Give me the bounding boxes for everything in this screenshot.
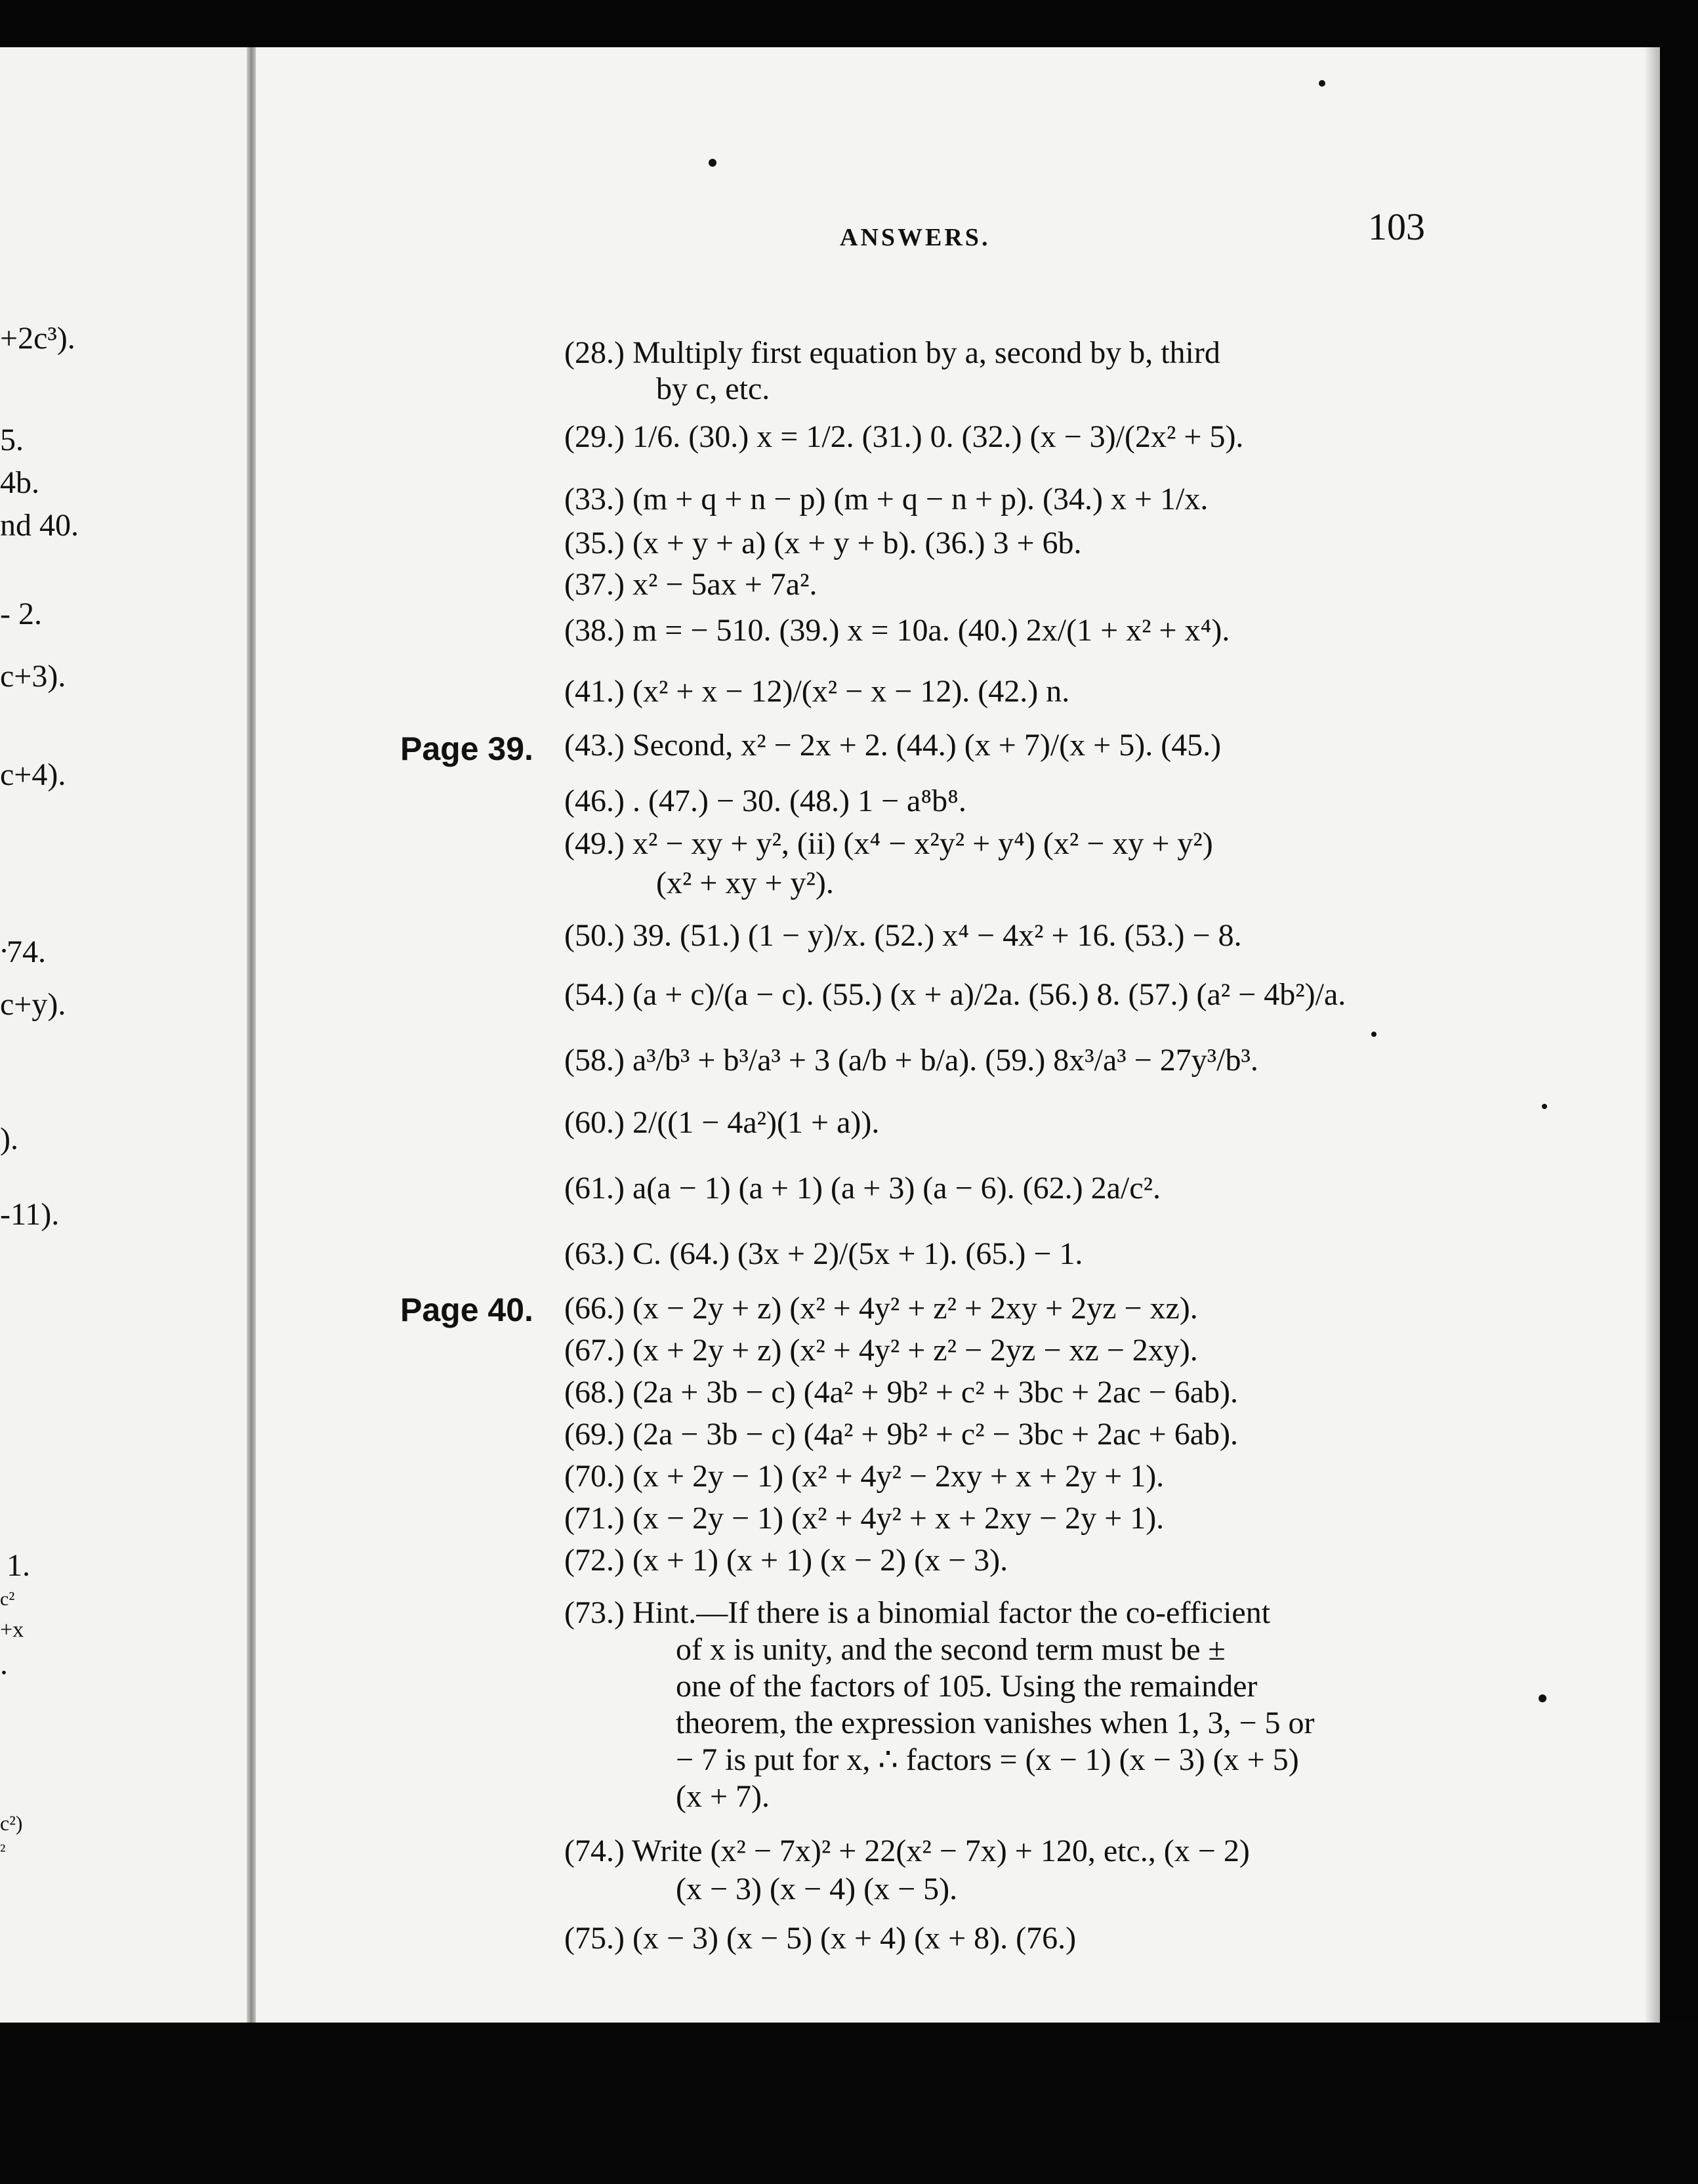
scan-speck bbox=[1542, 1104, 1547, 1109]
running-header: ANSWERS. bbox=[840, 224, 991, 251]
left-fragment: - 2. bbox=[0, 597, 42, 631]
left-fragment: ). bbox=[0, 1122, 18, 1156]
scan-border-top bbox=[0, 0, 1698, 47]
left-fragment: 5. bbox=[0, 423, 24, 457]
scan-border-bottom bbox=[0, 2021, 1698, 2184]
left-fragment: . bbox=[0, 1647, 8, 1681]
answer-line: (43.) Second, x² − 2x + 2. (44.) (x + 7)/(x + 5). (45.) bbox=[564, 728, 1222, 763]
answer-line: (58.) a³/b³ + b³/a³ + 3 (a/b + b/a). (59.) 8x³/a³ − 27y³/b³. bbox=[564, 1043, 1258, 1078]
left-fragment: -11). bbox=[0, 1197, 60, 1232]
answer-line: (29.) 1/6. (30.) x = 1/2. (31.) 0. (32.) (x − 3)/(2x² + 5). bbox=[564, 419, 1244, 454]
answer-line: (54.) (a + c)/(a − c). (55.) (x + a)/2a. (56.) 8. (57.) (a² − 4b²)/a. bbox=[564, 977, 1346, 1012]
answer-line: (72.) (x + 1) (x + 1) (x − 2) (x − 3). bbox=[564, 1543, 1008, 1578]
answer-line: (73.) Hint.—If there is a binomial factor the co-efficient bbox=[564, 1595, 1271, 1630]
left-fragment: . bbox=[0, 925, 8, 959]
scan-speck bbox=[709, 159, 716, 167]
left-fragment: +2c³). bbox=[0, 321, 75, 356]
left-fragment: +x bbox=[0, 1618, 24, 1642]
answer-line: (x² + xy + y²). bbox=[656, 866, 834, 900]
answer-line: (70.) (x + 2y − 1) (x² + 4y² − 2xy + x + 2y + 1). bbox=[564, 1459, 1165, 1494]
scan-speck bbox=[1371, 1032, 1377, 1037]
answer-line: (28.) Multiply first equation by a, second by b, third bbox=[564, 335, 1220, 370]
scan-border-right bbox=[1660, 0, 1698, 2184]
left-fragment: c+y). bbox=[0, 987, 66, 1022]
left-fragment: c+4). bbox=[0, 757, 66, 792]
left-fragment: ² bbox=[0, 1841, 6, 1861]
left-fragment: 1. bbox=[7, 1548, 30, 1583]
left-fragment: c² bbox=[0, 1588, 15, 1610]
page-marker-39: Page 39. bbox=[400, 730, 533, 767]
answer-line: (71.) (x − 2y − 1) (x² + 4y² + x + 2xy − 2y + 1). bbox=[564, 1501, 1165, 1536]
answer-line: (49.) x² − xy + y², (ii) (x⁴ − x²y² + y⁴) (x² − xy + y²) bbox=[564, 826, 1213, 861]
answer-line: by c, etc. bbox=[656, 371, 770, 406]
left-fragment: nd 40. bbox=[0, 508, 79, 543]
answer-line: (61.) a(a − 1) (a + 1) (a + 3) (a − 6). (62.) 2a/c². bbox=[564, 1171, 1161, 1206]
answer-line: (74.) Write (x² − 7x)² + 22(x² − 7x) + 120, etc., (x − 2) bbox=[564, 1834, 1250, 1868]
answer-line: (66.) (x − 2y + z) (x² + 4y² + z² + 2xy + 2yz − xz). bbox=[564, 1291, 1198, 1326]
answer-line: (38.) m = − 510. (39.) x = 10a. (40.) 2x/(1 + x² + x⁴). bbox=[564, 613, 1230, 648]
answer-line: (x − 3) (x − 4) (x − 5). bbox=[676, 1872, 958, 1906]
answer-line: − 7 is put for x, ∴ factors = (x − 1) (x − 3) (x + 5) bbox=[676, 1742, 1299, 1777]
answer-line: (46.) . (47.) − 30. (48.) 1 − a⁸b⁸. bbox=[564, 784, 966, 818]
answer-line: of x is unity, and the second term must be ± bbox=[676, 1632, 1226, 1667]
answer-line: (35.) (x + y + a) (x + y + b). (36.) 3 + 6b. bbox=[564, 526, 1082, 560]
page-number: 103 bbox=[1368, 205, 1425, 248]
answer-line: (60.) 2/((1 − 4a²)(1 + a)). bbox=[564, 1105, 880, 1140]
left-fragment: c+3). bbox=[0, 659, 66, 694]
answer-line: (x + 7). bbox=[676, 1779, 770, 1814]
answer-line: (75.) (x − 3) (x − 5) (x + 4) (x + 8). (76.) bbox=[564, 1921, 1077, 1956]
left-page bbox=[0, 47, 249, 2023]
scan-speck bbox=[1319, 80, 1325, 87]
scan-speck bbox=[1539, 1694, 1546, 1702]
answer-line: (50.) 39. (51.) (1 − y)/x. (52.) x⁴ − 4x² + 16. (53.) − 8. bbox=[564, 918, 1242, 953]
left-fragment: 74. bbox=[7, 934, 46, 969]
page-marker-40: Page 40. bbox=[400, 1292, 533, 1328]
left-fragment: c²) bbox=[0, 1811, 23, 1835]
answer-line: (68.) (2a + 3b − c) (4a² + 9b² + c² + 3bc + 2ac − 6ab). bbox=[564, 1375, 1239, 1410]
left-fragment: 4b. bbox=[0, 465, 39, 500]
answer-line: (33.) (m + q + n − p) (m + q − n + p). (34.) x + 1/x. bbox=[564, 482, 1209, 516]
answer-line: (69.) (2a − 3b − c) (4a² + 9b² + c² − 3bc + 2ac + 6ab). bbox=[564, 1417, 1239, 1452]
answer-line: (41.) (x² + x − 12)/(x² − x − 12). (42.) n. bbox=[564, 674, 1070, 709]
right-page bbox=[256, 47, 1660, 2023]
answer-line: (63.) C. (64.) (3x + 2)/(5x + 1). (65.) − 1. bbox=[564, 1236, 1083, 1271]
answer-line: one of the factors of 105. Using the remainder bbox=[676, 1669, 1258, 1704]
answer-line: theorem, the expression vanishes when 1, 3, − 5 or bbox=[676, 1706, 1315, 1740]
answer-line: (37.) x² − 5ax + 7a². bbox=[564, 567, 818, 602]
answer-line: (67.) (x + 2y + z) (x² + 4y² + z² − 2yz − xz − 2xy). bbox=[564, 1333, 1198, 1368]
